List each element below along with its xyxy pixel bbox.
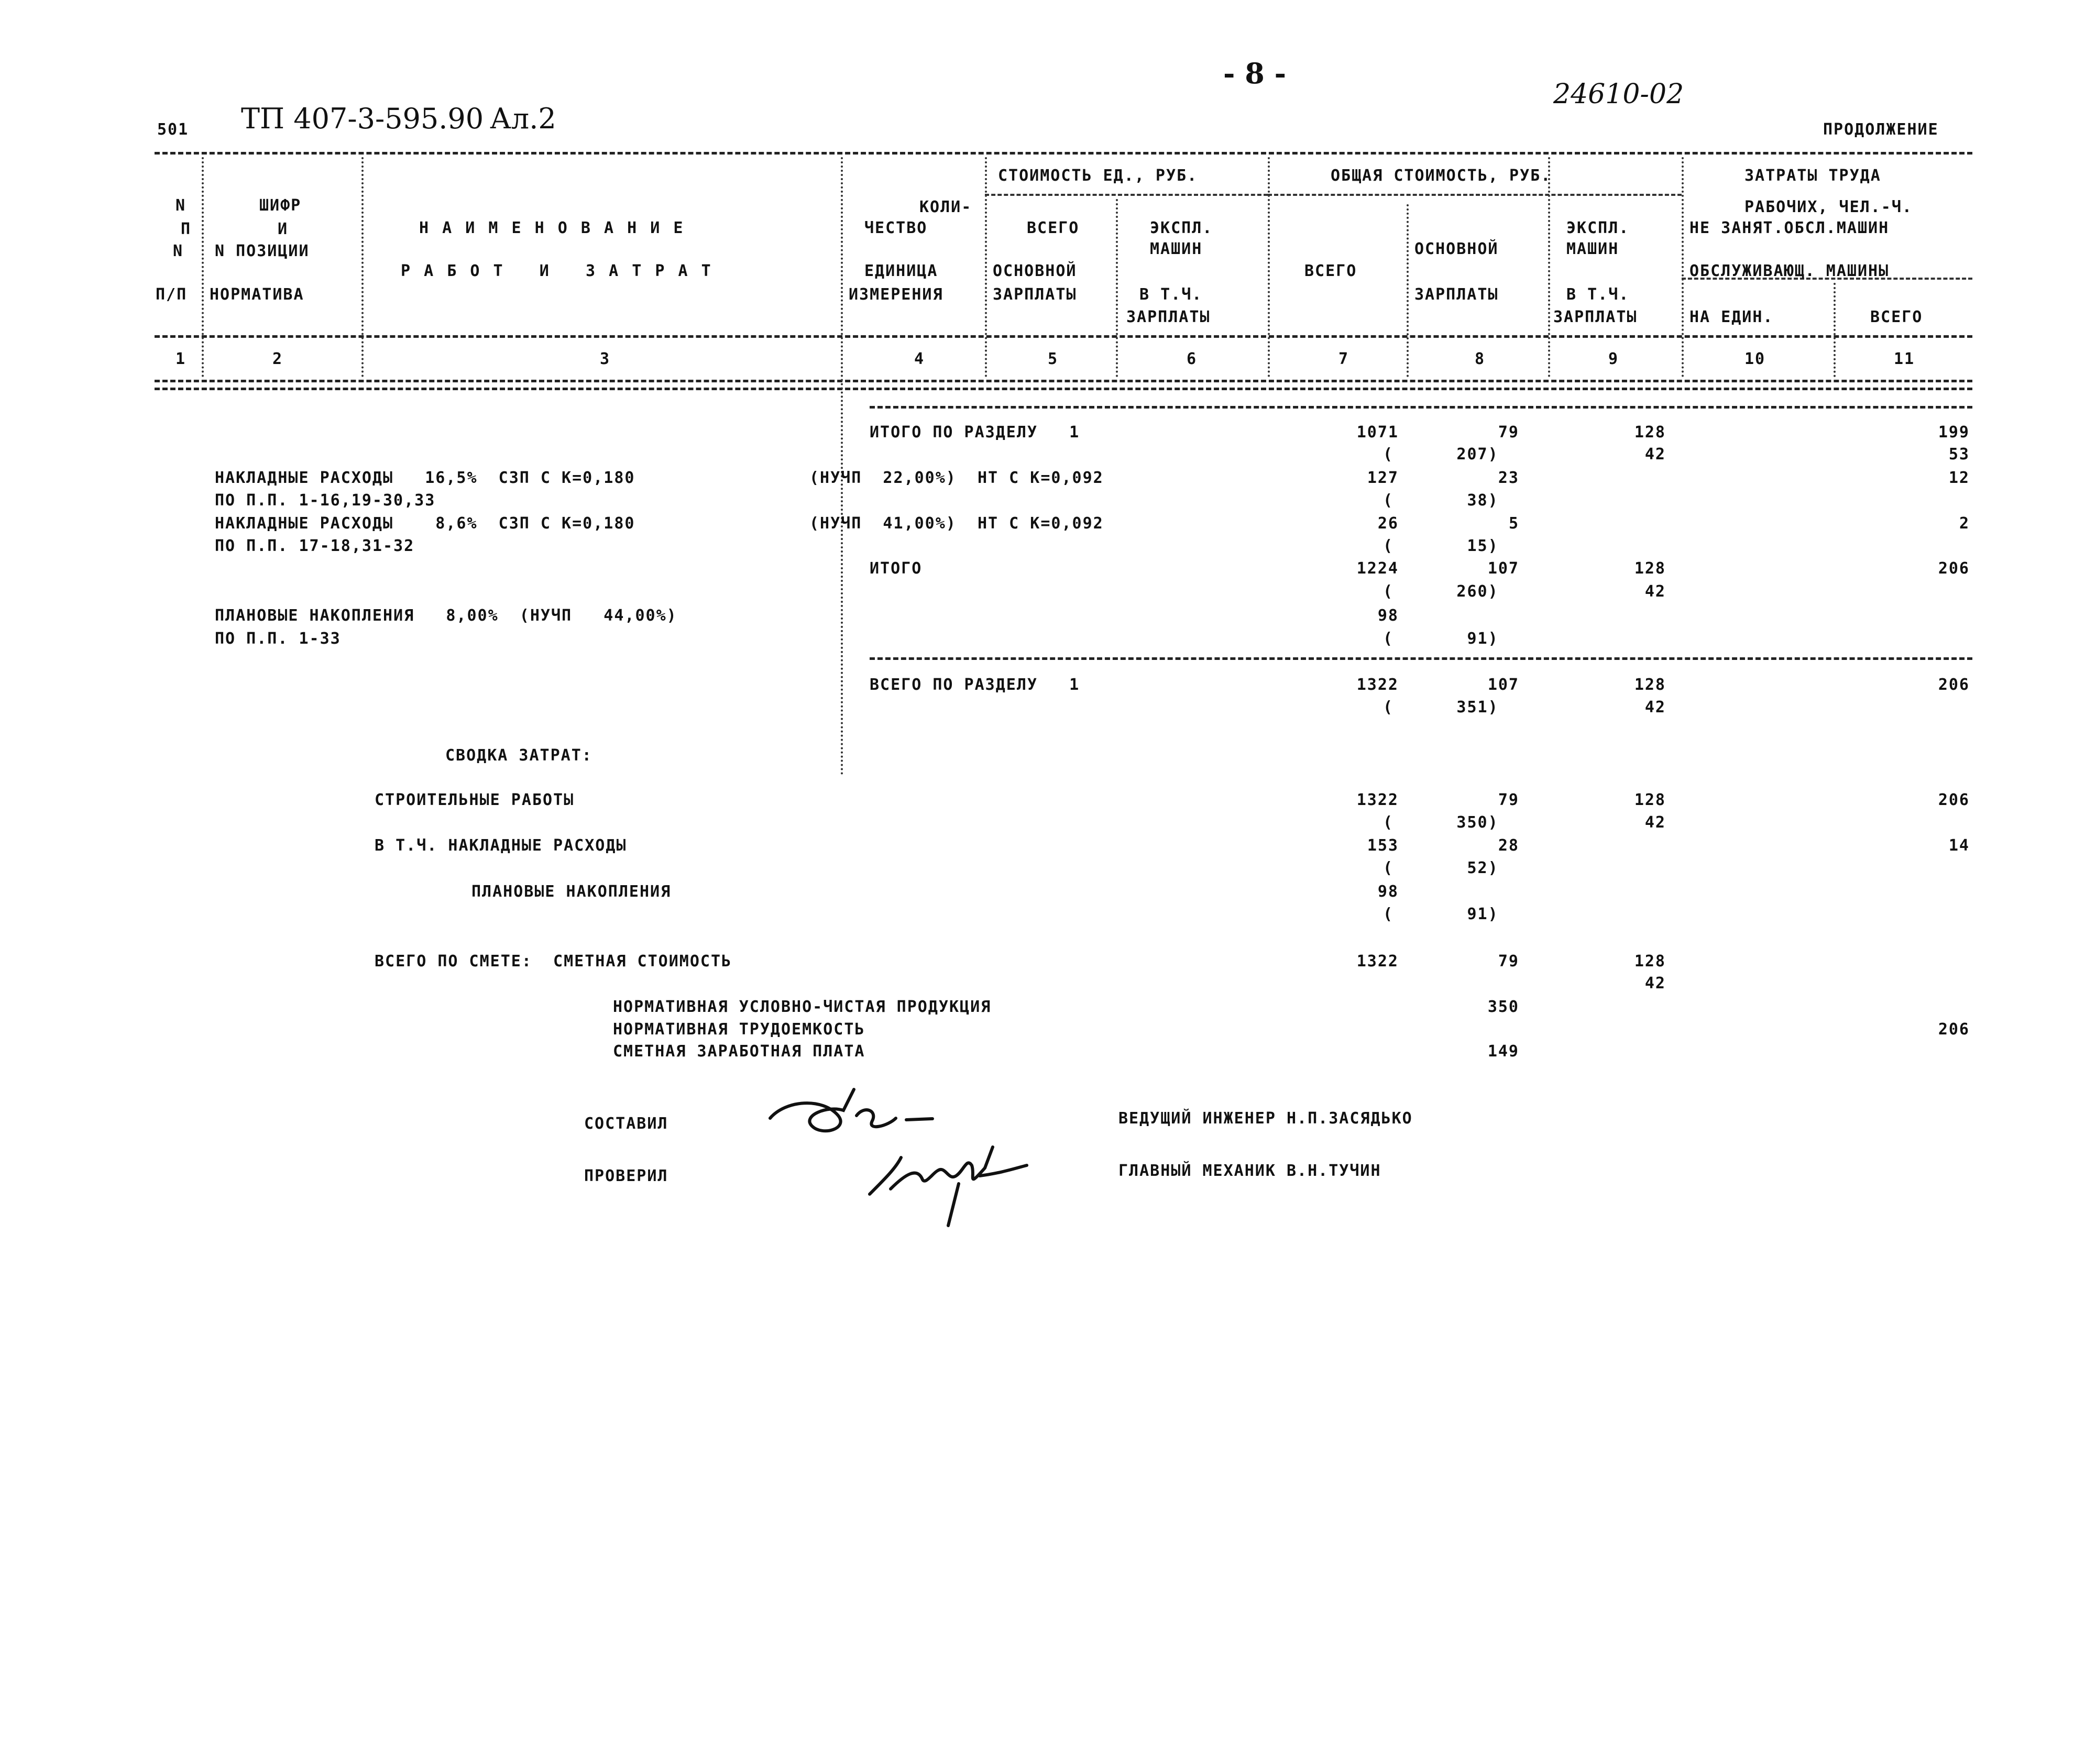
col-sep bbox=[1407, 204, 1409, 377]
colnum-3: 3 bbox=[600, 350, 611, 368]
h-col6-1: ЭКСПЛ. bbox=[1150, 219, 1213, 237]
h-col1-3: N bbox=[173, 242, 184, 260]
h-labor-group-1: ЗАТРАТЫ ТРУДА bbox=[1744, 167, 1881, 185]
overhead1-line2: ПО П.П. 1-16,19-30,33 bbox=[215, 491, 436, 510]
itogo-razdel-c7: 1071 bbox=[1356, 423, 1399, 442]
itogo-razdel-c8b: ( 207) bbox=[1383, 445, 1499, 464]
col-sep bbox=[202, 157, 204, 377]
construction-c11: 206 bbox=[1938, 791, 1970, 809]
summary-overhead-label: В Т.Ч. НАКЛАДНЫЕ РАСХОДЫ bbox=[375, 836, 627, 855]
vsego-razdel-c9: 128 bbox=[1634, 676, 1666, 694]
construction-c9b: 42 bbox=[1644, 813, 1666, 832]
h-col5-1: ВСЕГО bbox=[1027, 219, 1080, 237]
section-rule-2 bbox=[870, 657, 1972, 660]
colnum-1: 1 bbox=[175, 350, 186, 368]
construction-c9: 128 bbox=[1634, 791, 1666, 809]
h-col8-1: ОСНОВНОЙ bbox=[1414, 240, 1499, 258]
sheet-code: 501 bbox=[157, 120, 189, 139]
h-total-cost-group: ОБЩАЯ СТОИМОСТЬ, РУБ. bbox=[1331, 167, 1552, 185]
h-labor-group-2: РАБОЧИХ, ЧЕЛ.-Ч. bbox=[1744, 198, 1913, 216]
h-col2-3: N ПОЗИЦИИ bbox=[215, 242, 310, 260]
h-col4-3: ЕДИНИЦА bbox=[864, 262, 938, 280]
overhead1-line1: НАКЛАДНЫЕ РАСХОДЫ 16,5% СЗП С К=0,180 bbox=[215, 469, 635, 487]
summary-planned-c7: 98 bbox=[1377, 883, 1399, 901]
overhead1-c7: 127 bbox=[1367, 469, 1399, 487]
summary-overhead-c7: 153 bbox=[1367, 836, 1399, 855]
summary-total-c8: 79 bbox=[1498, 952, 1519, 971]
labor-intensity-label: НОРМАТИВНАЯ ТРУДОЕМКОСТЬ bbox=[613, 1020, 865, 1039]
h-col6-3: В Т.Ч. bbox=[1139, 285, 1203, 304]
compiled-by: ВЕДУЩИЙ ИНЖЕНЕР Н.П.ЗАСЯДЬКО bbox=[1118, 1109, 1413, 1128]
net-product-label: НОРМАТИВНАЯ УСЛОВНО-ЧИСТАЯ ПРОДУКЦИЯ bbox=[613, 998, 992, 1016]
summary-overhead-c11: 14 bbox=[1948, 836, 1970, 855]
summary-overhead-c8: 28 bbox=[1498, 836, 1519, 855]
overhead2-line2: ПО П.П. 17-18,31-32 bbox=[215, 537, 415, 555]
album-label: Ал.2 bbox=[490, 102, 556, 135]
summary-planned-c8b: ( 91) bbox=[1383, 905, 1499, 923]
total-cost-subrule bbox=[1268, 194, 1682, 196]
h-col4-4: ИЗМЕРЕНИЯ bbox=[849, 285, 943, 304]
numbers-bottom-rule-2 bbox=[155, 388, 1972, 390]
planned-line1: ПЛАНОВЫЕ НАКОПЛЕНИЯ 8,00% (НУЧП 44,00%) bbox=[215, 607, 677, 625]
colnum-2: 2 bbox=[272, 350, 283, 368]
h-col9-3: В Т.Ч. bbox=[1566, 285, 1630, 304]
h-col5-2: ОСНОВНОЙ bbox=[993, 262, 1077, 280]
h-col5-3: ЗАРПЛАТЫ bbox=[993, 285, 1077, 304]
construction-c8b: ( 350) bbox=[1383, 813, 1499, 832]
colnum-8: 8 bbox=[1475, 350, 1486, 368]
compiled-label: СОСТАВИЛ bbox=[584, 1115, 668, 1133]
header-top-rule bbox=[155, 152, 1972, 155]
overhead1-c8: 23 bbox=[1498, 469, 1519, 487]
vsego-razdel-c8: 107 bbox=[1487, 676, 1519, 694]
h-col11: ВСЕГО bbox=[1870, 308, 1923, 326]
page-number: - 8 - bbox=[1223, 57, 1286, 90]
vsego-razdel-c9b: 42 bbox=[1644, 698, 1666, 716]
itogo-razdel-label: ИТОГО ПО РАЗДЕЛУ 1 bbox=[870, 423, 1080, 442]
summary-total-c9: 128 bbox=[1634, 952, 1666, 971]
summary-total-c7: 1322 bbox=[1356, 952, 1399, 971]
unit-cost-subrule bbox=[985, 194, 1268, 196]
col-sep bbox=[1116, 199, 1118, 377]
construction-c8: 79 bbox=[1498, 791, 1519, 809]
overhead1-c8b: ( 38) bbox=[1383, 491, 1499, 510]
colnum-4: 4 bbox=[914, 350, 925, 368]
overhead2-line1: НАКЛАДНЫЕ РАСХОДЫ 8,6% СЗП С К=0,180 bbox=[215, 514, 635, 533]
summary-total-label: ВСЕГО ПО СМЕТЕ: СМЕТНАЯ СТОИМОСТЬ bbox=[375, 952, 732, 971]
checked-by: ГЛАВНЫЙ МЕХАНИК В.Н.ТУЧИН bbox=[1118, 1162, 1381, 1180]
colnum-11: 11 bbox=[1894, 350, 1915, 368]
col-sep bbox=[841, 157, 843, 775]
summary-total-c9b: 42 bbox=[1644, 974, 1666, 993]
h-unit-cost-group: СТОИМОСТЬ ЕД., РУБ. bbox=[998, 167, 1198, 185]
checked-label: ПРОВЕРИЛ bbox=[584, 1167, 668, 1185]
h-col10-1: НЕ ЗАНЯТ.ОБСЛ.МАШИН bbox=[1689, 219, 1890, 237]
itogo-label: ИТОГО bbox=[870, 559, 923, 578]
itogo-c9: 128 bbox=[1634, 559, 1666, 578]
h-col8-2: ЗАРПЛАТЫ bbox=[1414, 285, 1499, 304]
itogo-razdel-c8: 79 bbox=[1498, 423, 1519, 442]
summary-overhead-c8b: ( 52) bbox=[1383, 859, 1499, 877]
col-sep bbox=[361, 157, 364, 377]
labor-intensity-value: 206 bbox=[1938, 1020, 1970, 1039]
project-code: ТП 407-3-595.90 bbox=[241, 102, 484, 135]
construction-c7: 1322 bbox=[1356, 791, 1399, 809]
h-col2-1: ШИФР bbox=[259, 196, 302, 215]
overhead2-norm: (НУЧП 41,00%) НТ С К=0,092 bbox=[809, 514, 1104, 533]
summary-planned-label: ПЛАНОВЫЕ НАКОПЛЕНИЯ bbox=[471, 883, 672, 901]
section-rule-1 bbox=[870, 406, 1972, 409]
wages-label: СМЕТНАЯ ЗАРАБОТНАЯ ПЛАТА bbox=[613, 1042, 865, 1061]
h-col1-2: П bbox=[181, 220, 192, 238]
itogo-razdel-c11b: 53 bbox=[1948, 445, 1970, 464]
h-col7: ВСЕГО bbox=[1304, 262, 1357, 280]
vsego-razdel-c11: 206 bbox=[1938, 676, 1970, 694]
itogo-razdel-c9b: 42 bbox=[1644, 445, 1666, 464]
numbers-bottom-rule bbox=[155, 380, 1972, 382]
net-product-value: 350 bbox=[1487, 998, 1519, 1016]
itogo-razdel-c9: 128 bbox=[1634, 423, 1666, 442]
summary-title: СВОДКА ЗАТРАТ: bbox=[445, 746, 592, 765]
colnum-6: 6 bbox=[1187, 350, 1198, 368]
signature-checked bbox=[859, 1126, 1037, 1231]
overhead2-c7: 26 bbox=[1377, 514, 1399, 533]
colnum-10: 10 bbox=[1744, 350, 1766, 368]
overhead1-c11: 12 bbox=[1948, 469, 1970, 487]
planned-c7: 98 bbox=[1377, 607, 1399, 625]
construction-label: СТРОИТЕЛЬНЫЕ РАБОТЫ bbox=[375, 791, 575, 809]
col-sep bbox=[1834, 283, 1836, 377]
h-col1-1: N bbox=[175, 196, 186, 215]
itogo-c7: 1224 bbox=[1356, 559, 1399, 578]
h-col2-4: НОРМАТИВА bbox=[210, 285, 304, 304]
itogo-razdel-c11: 199 bbox=[1938, 423, 1970, 442]
header-bottom-rule bbox=[155, 335, 1972, 338]
h-col3-2: Р А Б О Т И З А Т Р А Т bbox=[401, 262, 713, 280]
colnum-7: 7 bbox=[1338, 350, 1349, 368]
overhead2-c11: 2 bbox=[1959, 514, 1970, 533]
h-col2-2: И bbox=[278, 220, 289, 238]
h-col9-1: ЭКСПЛ. bbox=[1566, 219, 1630, 237]
wages-value: 149 bbox=[1487, 1042, 1519, 1061]
overhead2-c8b: ( 15) bbox=[1383, 537, 1499, 555]
h-col10-3: НА ЕДИН. bbox=[1689, 308, 1774, 326]
itogo-c8b: ( 260) bbox=[1383, 582, 1499, 601]
overhead2-c8: 5 bbox=[1508, 514, 1519, 533]
col-sep bbox=[985, 157, 987, 377]
itogo-c8: 107 bbox=[1487, 559, 1519, 578]
h-col9-2: МАШИН bbox=[1566, 240, 1619, 258]
archive-code: 24610-02 bbox=[1553, 79, 1684, 110]
continuation-label: ПРОДОЛЖЕНИЕ bbox=[1823, 120, 1939, 139]
overhead1-norm: (НУЧП 22,00%) НТ С К=0,092 bbox=[809, 469, 1104, 487]
planned-c8b: ( 91) bbox=[1383, 630, 1499, 648]
h-col9-4: ЗАРПЛАТЫ bbox=[1553, 308, 1638, 326]
vsego-razdel-c8b: ( 351) bbox=[1383, 698, 1499, 716]
vsego-razdel-label: ВСЕГО ПО РАЗДЕЛУ 1 bbox=[870, 676, 1080, 694]
h-col4-1: КОЛИ- bbox=[919, 198, 972, 216]
colnum-9: 9 bbox=[1608, 350, 1619, 368]
itogo-c11: 206 bbox=[1938, 559, 1970, 578]
h-col3-1: Н А И М Е Н О В А Н И Е bbox=[419, 219, 685, 237]
planned-line2: ПО П.П. 1-33 bbox=[215, 630, 341, 648]
h-col6-4: ЗАРПЛАТЫ bbox=[1126, 308, 1211, 326]
col-sep bbox=[1268, 157, 1270, 377]
vsego-razdel-c7: 1322 bbox=[1356, 676, 1399, 694]
h-col10-2: ОБСЛУЖИВАЮЩ. МАШИНЫ bbox=[1689, 262, 1890, 280]
colnum-5: 5 bbox=[1048, 350, 1059, 368]
h-col4-2: ЧЕСТВО bbox=[864, 219, 928, 237]
h-col1-4: П/П bbox=[156, 285, 188, 304]
h-col6-2: МАШИН bbox=[1150, 240, 1203, 258]
itogo-c9b: 42 bbox=[1644, 582, 1666, 601]
col-sep bbox=[1548, 157, 1550, 377]
col-sep bbox=[1682, 157, 1684, 377]
